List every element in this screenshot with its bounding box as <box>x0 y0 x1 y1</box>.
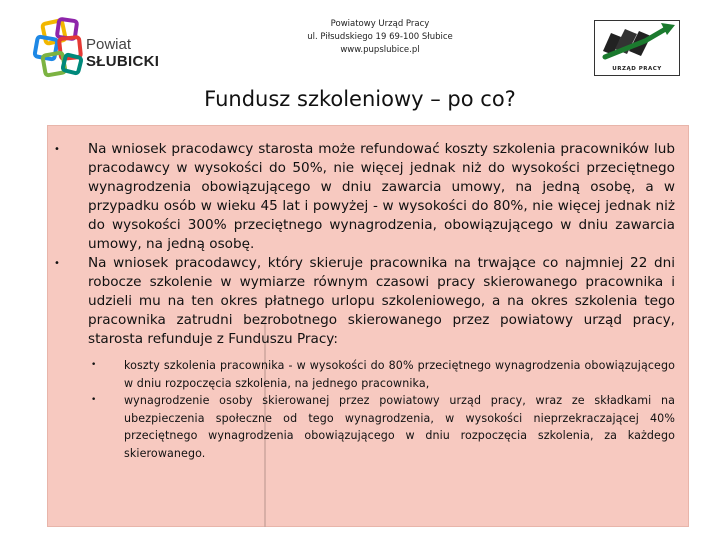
sub-bullet-dot-icon: • <box>91 360 97 370</box>
bullet-text: Na wniosek pracodawcy, który skieruje pracownika na trwające co najmniej 22 dni robocze szkolenie w wymiarze równym czasowi pracy skierowanego pracownika i udzieli mu na ten okres płatnego urlopu szkoleniowego, a na okres szkolenia tego pracownika zatrudni bezrobotnego skierowanego przez powiatowy urząd pracy, starosta refunduje z Funduszu Pracy: <box>88 255 675 347</box>
sub-bullet-text: koszty szkolenia pracownika - w wysokości do 80% przeciętnego wynagrodzenia obowiązującego w dniu rozpoczęcia szkolenia, na jednego pracownika, <box>124 359 675 390</box>
office-header <box>270 18 490 57</box>
bullet-item <box>54 140 675 254</box>
bullet-dot-icon: • <box>54 144 60 155</box>
sub-bullet-list <box>91 357 675 462</box>
slide-title: Fundusz szkoleniowy – po co? <box>204 87 516 111</box>
logo-line-2: SŁUBICKI <box>86 53 160 70</box>
bullet-list <box>54 140 675 462</box>
office-name: Powiatowy Urząd Pracy <box>330 19 430 29</box>
colored-squares-icon <box>30 16 90 78</box>
sub-bullet-dot-icon: • <box>91 395 97 405</box>
urzad-pracy-logo <box>594 20 680 76</box>
office-website: www.pupslubice.pl <box>340 45 420 55</box>
urzad-pracy-caption: URZĄD PRACY <box>612 66 662 72</box>
bullet-text: Na wniosek pracodawcy starosta może refundować koszty szkolenia pracowników lub pracodawcy w wysokości do 50%, nie więcej jednak niż do wysokości przeciętnego wynagrodzenia obowiązującego w dniu zawarcia umowy, na jedną osobę, a w przypadku osób w wieku 45 lat i powyżej - w wysokości do 80%, nie więcej jednak niż do wysokości 300% przeciętnego wynagrodzenia, obowiązującego w dniu zawarcia umowy, na jedną osobę. <box>88 141 675 252</box>
powiat-logo-text <box>86 36 159 70</box>
sub-bullet-item <box>91 392 675 462</box>
office-address: ul. Piłsudskiego 19 69-100 Słubice <box>307 32 453 42</box>
urzad-pracy-emblem-icon <box>595 21 679 65</box>
bullet-item <box>54 254 675 462</box>
sub-bullet-text: wynagrodzenie osoby skierowanej przez powiatowy urząd pracy, wraz ze składkami na ubezpieczenia społeczne od tego wynagrodzenia, w wysokości nieprzekraczającej 40% przeciętnego wynagrodzenia obowiązującego w dniu rozpoczęcia szkolenia, za każdego skierowanego. <box>124 394 675 460</box>
logo-line-1: Powiat <box>86 36 132 53</box>
bullet-dot-icon: • <box>54 258 60 269</box>
sub-bullet-item <box>91 357 675 392</box>
